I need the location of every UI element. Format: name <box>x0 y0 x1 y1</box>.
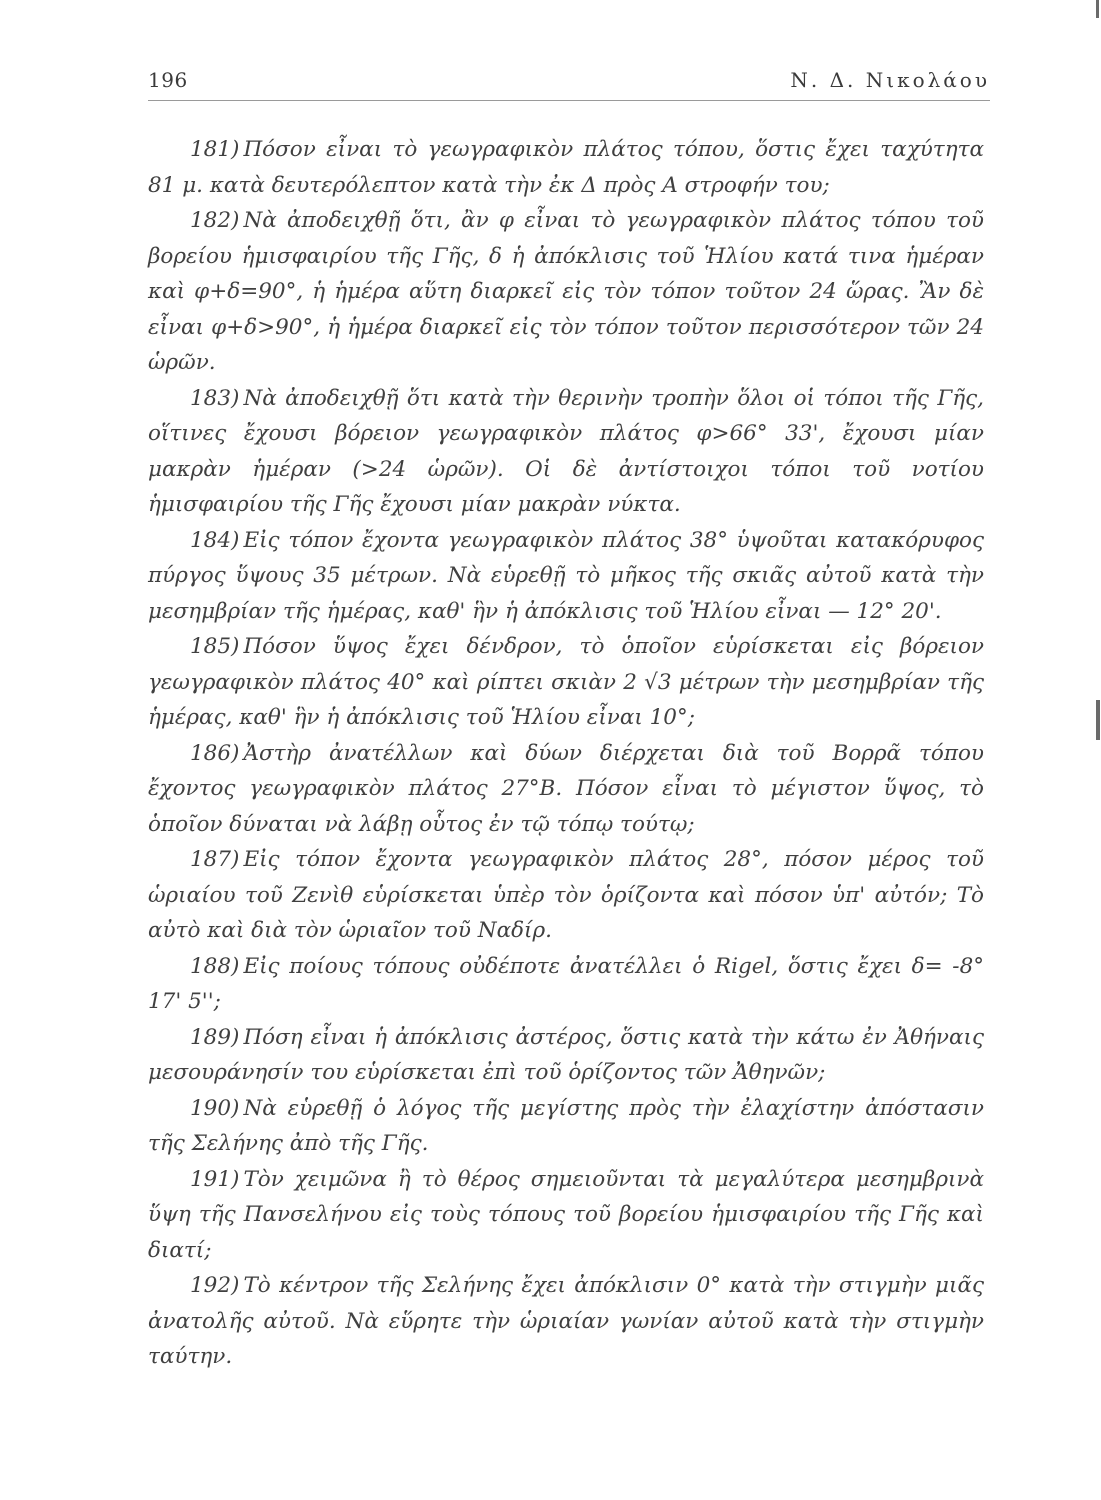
problem-number: 186) <box>190 740 240 766</box>
problem-190 <box>148 1091 984 1162</box>
running-head-author: Ν. Δ. Νικολάου <box>790 68 990 92</box>
problem-text: Πόσον ὕψος ἔχει δένδρον, τὸ ὁποῖον εὑρίσκεται εἰς βόρειον γεωγραφικὸν πλάτος 40° καὶ ρίπτει σκιὰν 2 √3 μέτρων τὴν μεσημβρίαν τῆς ἡμέρας, καθ' ἣν ἡ ἀπόκλισις τοῦ Ἡλίου εἶναι 10°; <box>148 634 984 730</box>
problem-184 <box>148 523 984 630</box>
problem-189 <box>148 1020 984 1091</box>
problem-text: Ἀστὴρ ἀνατέλλων καὶ δύων διέρχεται διὰ τοῦ Βορρᾶ τόπου ἔχοντος γεωγραφικὸν πλάτος 27°Β. Πόσον εἶναι τὸ μέγιστον ὕψος, τὸ ὁποῖον δύναται νὰ λάβῃ οὗτος ἐν τῷ τόπῳ τούτῳ; <box>148 740 984 837</box>
problem-number: 184) <box>190 527 240 553</box>
problem-text: Νὰ εὑρεθῇ ὁ λόγος τῆς μεγίστης πρὸς τὴν ἐλαχίστην ἀπόστασιν τῆς Σελήνης ἀπὸ τῆς Γῆς. <box>148 1095 984 1156</box>
problem-185 <box>148 629 984 736</box>
problem-181 <box>148 132 984 203</box>
problem-number: 190) <box>190 1095 240 1121</box>
problem-183 <box>148 381 984 523</box>
problem-text: Τὸν χειμῶνα ἢ τὸ θέρος σημειοῦνται τὰ μεγαλύτερα μεσημβρινὰ ὕψη τῆς Πανσελήνου εἰς τοὺς τόπους τοῦ βορείου ἡμισφαιρίου τῆς Γῆς καὶ διατί; <box>148 1166 984 1263</box>
problem-text: Νὰ ἀποδειχθῇ ὅτι κατὰ τὴν θερινὴν τροπὴν ὅλοι οἱ τόποι τῆς Γῆς, οἵτινες ἔχουσι βόρειον γεωγραφικὸν πλάτος φ>66° 33', ἔχουσι μίαν μακρὰν ἡμέραν (>24 ὡρῶν). Οἱ δὲ ἀντίστοιχοι τόποι τοῦ νοτίου ἡμισφαιρίου τῆς Γῆς ἔχουσι μίαν μακρὰν νύκτα. <box>148 385 984 517</box>
problem-number: 191) <box>190 1166 240 1192</box>
problem-number: 183) <box>190 385 240 411</box>
problem-number: 182) <box>190 208 240 233</box>
problem-182 <box>148 203 984 381</box>
problem-number: 181) <box>190 137 240 162</box>
problem-text: Πόση εἶναι ἡ ἀπόκλισις ἀστέρος, ὅστις κατὰ τὴν κάτω ἐν Ἀθήναις μεσουράνησίν του εὑρίσκεται ἐπὶ τοῦ ὁρίζοντος τῶν Ἀθηνῶν; <box>148 1024 984 1085</box>
problem-number: 188) <box>190 953 240 979</box>
problem-text: Νὰ ἀποδειχθῇ ὅτι, ἂν φ εἶναι τὸ γεωγραφικὸν πλάτος τόπου τοῦ βορείου ἡμισφαιρίου τῆς Γῆς, δ ἡ ἀπόκλισις τοῦ Ἡλίου κατά τινα ἡμέραν καὶ φ+δ=90°, ἡ ἡμέρα αὕτη διαρκεῖ εἰς τὸν τόπον τοῦτον 24 ὥρας. Ἂν δὲ εἶναι φ+δ>90°, ἡ ἡμέρα διαρκεῖ εἰς τὸν τόπον τοῦτον περισσότερον τῶν 24 ὡρῶν. <box>148 208 984 375</box>
page-header <box>148 66 990 101</box>
problem-188 <box>148 949 984 1020</box>
problem-number: 192) <box>190 1273 240 1298</box>
problem-192 <box>148 1268 984 1375</box>
problem-186 <box>148 736 984 843</box>
problem-text: Εἰς ποίους τόπους οὐδέποτε ἀνατέλλει ὁ Rigel, ὅστις ἔχει δ= -8° 17' 5''; <box>148 953 984 1014</box>
problem-number: 189) <box>190 1024 240 1050</box>
scan-edge-mark <box>1096 0 1099 18</box>
problem-text: Τὸ κέντρον τῆς Σελήνης ἔχει ἀπόκλισιν 0° κατὰ τὴν στιγμὴν μιᾶς ἀνατολῆς αὐτοῦ. Νὰ εὕρητε τὴν ὡριαίαν γωνίαν αὐτοῦ κατὰ τὴν στιγμὴν ταύτην. <box>148 1273 984 1369</box>
problem-number: 187) <box>190 847 240 872</box>
problem-text: Πόσον εἶναι τὸ γεωγραφικὸν πλάτος τόπου, ὅστις ἔχει ταχύτητα 81 μ. κατὰ δευτερόλεπτον κατὰ τὴν ἐκ Δ πρὸς Α στροφήν του; <box>148 137 984 198</box>
problem-text: Εἰς τόπον ἔχοντα γεωγραφικὸν πλάτος 38° ὑψοῦται κατακόρυφος πύργος ὕψους 35 μέτρων. Νὰ εὑρεθῇ τὸ μῆκος τῆς σκιᾶς αὐτοῦ κατὰ τὴν μεσημβρίαν τῆς ἡμέρας, καθ' ἣν ἡ ἀπόκλισις τοῦ Ἡλίου εἶναι — 12° 20'. <box>148 527 984 624</box>
problem-list <box>148 132 984 1375</box>
problem-text: Εἰς τόπον ἔχοντα γεωγραφικὸν πλάτος 28°, πόσον μέρος τοῦ ὡριαίου τοῦ Ζενὶθ εὑρίσκεται ὑπὲρ τὸν ὁρίζοντα καὶ πόσον ὑπ' αὐτόν; Τὸ αὐτὸ καὶ διὰ τὸν ὡριαῖον τοῦ Ναδίρ. <box>148 847 984 943</box>
problem-187 <box>148 842 984 949</box>
problem-191 <box>148 1162 984 1269</box>
page-number: 196 <box>148 68 188 92</box>
scan-edge-mark <box>1096 700 1100 740</box>
problem-number: 185) <box>190 634 240 659</box>
